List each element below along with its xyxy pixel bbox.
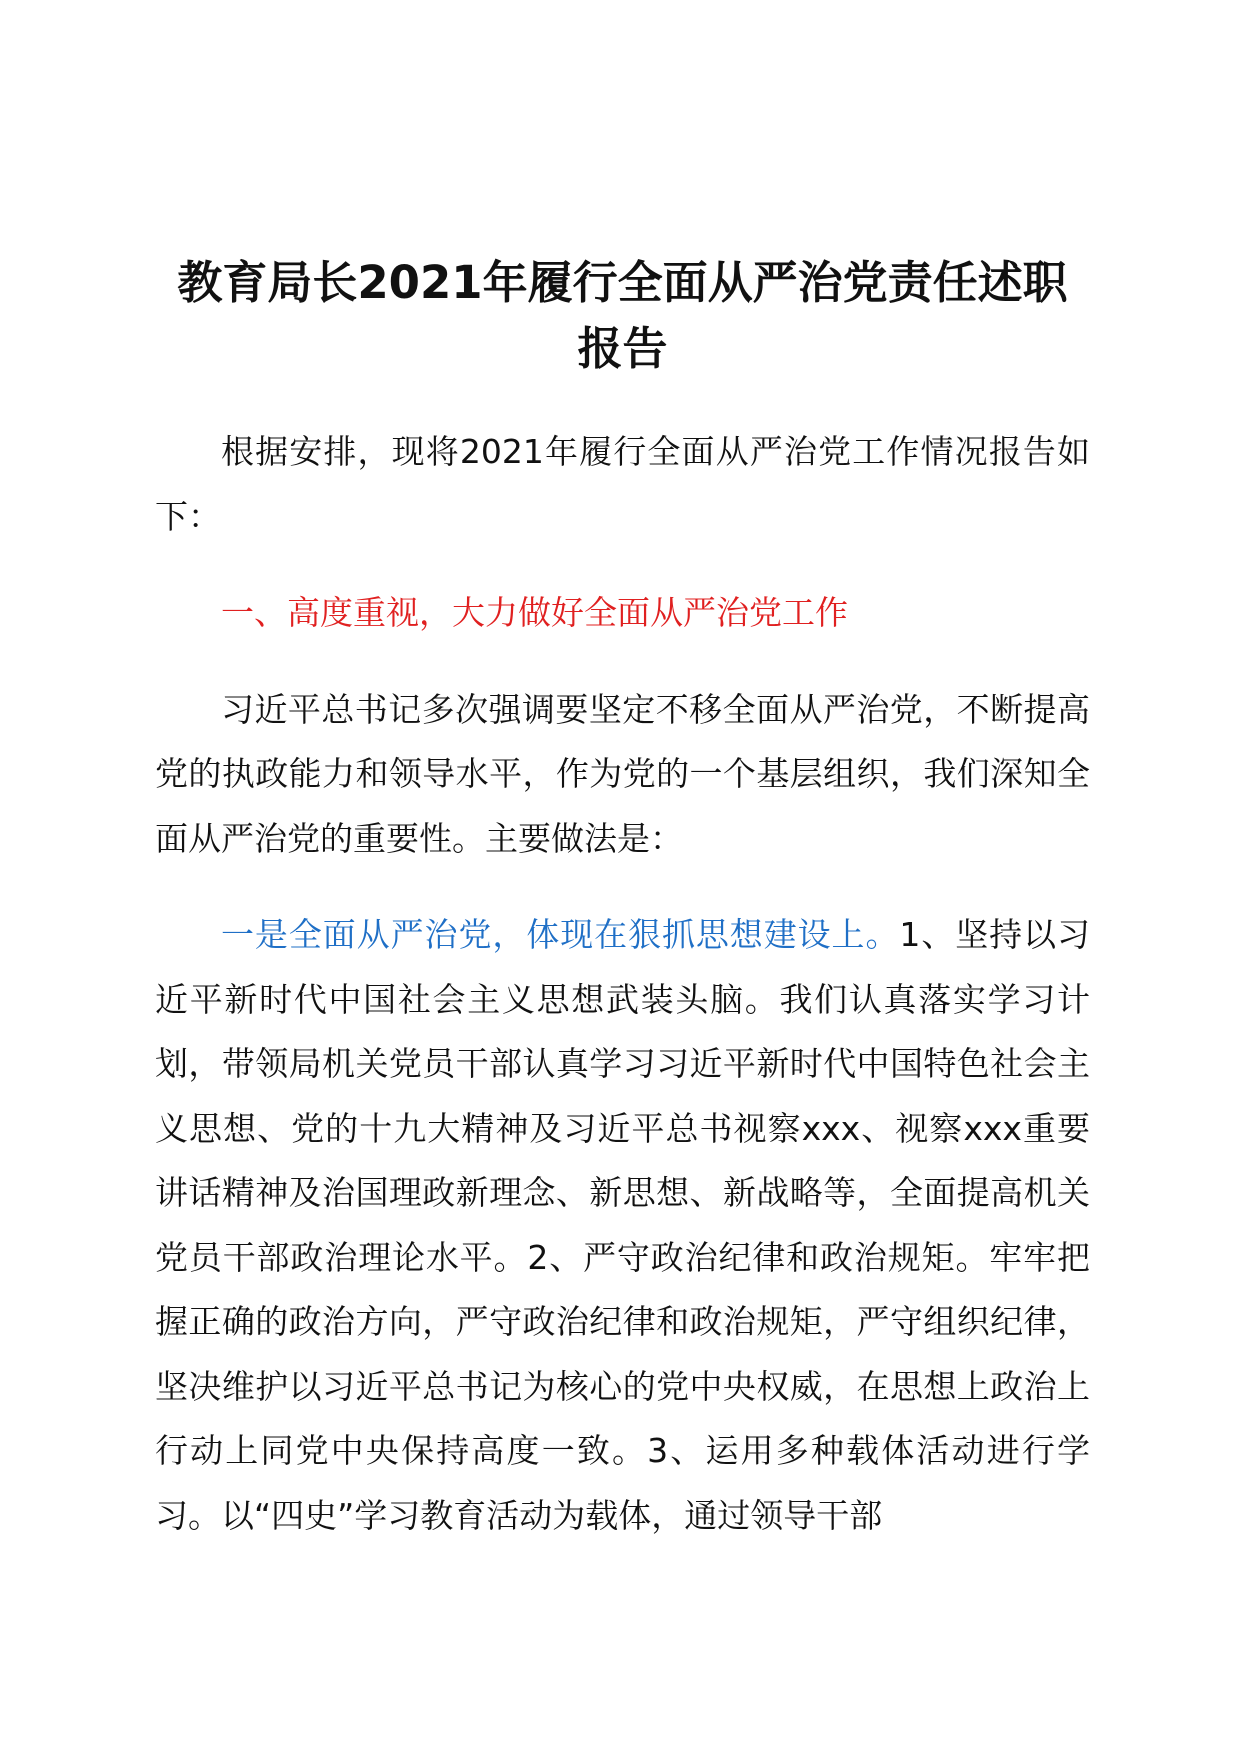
document-content: [155, 250, 1090, 1548]
paragraph-2-body: 1、坚持以习近平新时代中国社会主义思想武装头脑。我们认真落实学习计划，带领局机关党员干部认真学习习近平新时代中国特色社会主义思想、党的十九大精神及习近平总书视察xxx、视察xxx重要讲话精神及治国理政新理念、新思想、新战略等，全面提高机关党员干部政治理论水平。2、严守政治纪律和政治规矩。牢牢把握正确的政治方向，严守政治纪律和政治规矩，严守组织纪律，坚决维护以习近平总书记为核心的党中央权威，在思想上政治上行动上同党中央保持高度一致。3、运用多种载体活动进行学习。以“四史”学习教育活动为载体，通过领导干部: [155, 915, 1091, 1535]
body-paragraph-1: 习近平总书记多次强调要坚定不移全面从严治党，不断提高党的执政能力和领导水平，作为党的一个基层组织，我们深知全面从严治党的重要性。主要做法是：: [155, 689, 1090, 858]
document-title: 教育局长2021年履行全面从严治党责任述职报告: [177, 256, 1068, 375]
paragraph-2-lead: 一是全面从严治党，体现在狠抓思想建设上。: [221, 915, 900, 954]
body-paragraph-2: [155, 903, 1090, 1548]
intro-paragraph: 根据安排，现将2021年履行全面从严治党工作情况报告如下：: [155, 432, 1090, 536]
section-heading: 一、高度重视，大力做好全面从严治党工作: [221, 593, 848, 632]
